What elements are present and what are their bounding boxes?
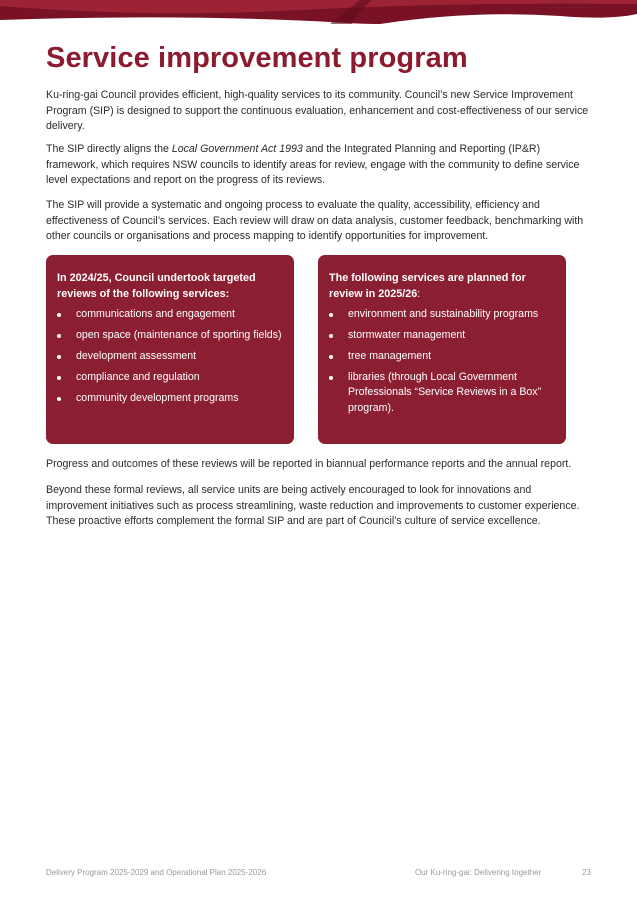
list-item xyxy=(329,328,559,343)
heading-colon: : xyxy=(417,287,421,300)
planned-reviews-list xyxy=(329,307,559,422)
list-item-text: environment and sustainability programs xyxy=(348,308,539,320)
bullet-icon xyxy=(57,355,61,359)
bullet-icon xyxy=(57,397,61,401)
list-item xyxy=(57,328,287,343)
bullet-icon xyxy=(329,313,333,317)
list-item xyxy=(329,349,559,364)
list-item xyxy=(329,307,559,322)
list-item xyxy=(329,370,559,416)
list-item xyxy=(57,307,287,322)
page-number: 23 xyxy=(582,868,591,877)
footer-tagline: Our Ku-ring-gai: Delivering together xyxy=(415,868,542,877)
list-item-text: open space (maintenance of sporting fields) xyxy=(76,329,282,341)
bullet-icon xyxy=(329,334,333,338)
footer-document-title: Delivery Program 2025-2029 and Operational Plan 2025-2026 xyxy=(46,868,267,877)
legislation-paragraph xyxy=(46,142,594,189)
bullet-icon xyxy=(57,376,61,380)
legislation-text-end: and the Integrated Planning and Reporting (IP&R) framework, which requires NSW councils to identify areas for review, engage with the community to define service level expectations and report on the progress of its reviews. xyxy=(46,143,580,187)
list-item-text: community development programs xyxy=(76,392,239,404)
bullet-icon xyxy=(329,376,333,380)
completed-reviews-list xyxy=(57,307,287,412)
list-item-text: compliance and regulation xyxy=(76,371,200,383)
bullet-icon xyxy=(329,355,333,359)
planned-reviews-heading xyxy=(329,271,555,302)
list-item-text: stormwater management xyxy=(348,329,466,341)
list-item-text: communications and engagement xyxy=(76,308,236,320)
planned-reviews-box xyxy=(318,255,566,444)
planned-reviews-heading-text: The following services are planned for review in 2025/26 xyxy=(329,272,526,300)
list-item xyxy=(57,391,287,406)
page-title: Service improvement program xyxy=(46,42,468,74)
process-paragraph: The SIP will provide a systematic and ongoing process to evaluate the quality, accessibility, efficiency and effectiveness of Council’s services. Each review will draw on data analysis, customer feedback, benchmarking with other councils or organisations and process mapping to identify opportunities for improvement. xyxy=(46,199,584,243)
intro-paragraph: Ku-ring-gai Council provides efficient, high-quality services to its community. Council’s new Service Improvement Program (SIP) is designed to support the continuous evaluation, enhancement and cost-effectiveness of our service delivery. xyxy=(46,89,589,133)
list-item-text: libraries (through Local Government Professionals “Service Reviews in a Box” program). xyxy=(348,371,542,414)
culture-paragraph: Beyond these formal reviews, all service units are being actively encouraged to look for innovations and improvement initiatives such as process streamlining, waste reduction and improvements to customer experience. These proactive efforts complement the formal SIP and are part of Council’s culture of service excellence. xyxy=(46,484,580,528)
legislation-text-start: The SIP directly aligns the xyxy=(46,143,172,155)
list-item xyxy=(57,349,287,364)
list-item-text: tree management xyxy=(348,350,432,362)
list-item xyxy=(57,370,287,385)
act-name-italic: Local Government Act 1993 xyxy=(171,143,303,155)
bullet-icon xyxy=(57,334,61,338)
completed-reviews-box xyxy=(46,255,294,444)
reporting-paragraph: Progress and outcomes of these reviews will be reported in biannual performance reports and the annual report. xyxy=(46,458,572,470)
list-item-text: development assessment xyxy=(76,350,197,362)
completed-reviews-heading: In 2024/25, Council undertook targeted reviews of the following services: xyxy=(57,272,256,300)
top-decorative-band xyxy=(0,0,637,24)
bullet-icon xyxy=(57,313,61,317)
